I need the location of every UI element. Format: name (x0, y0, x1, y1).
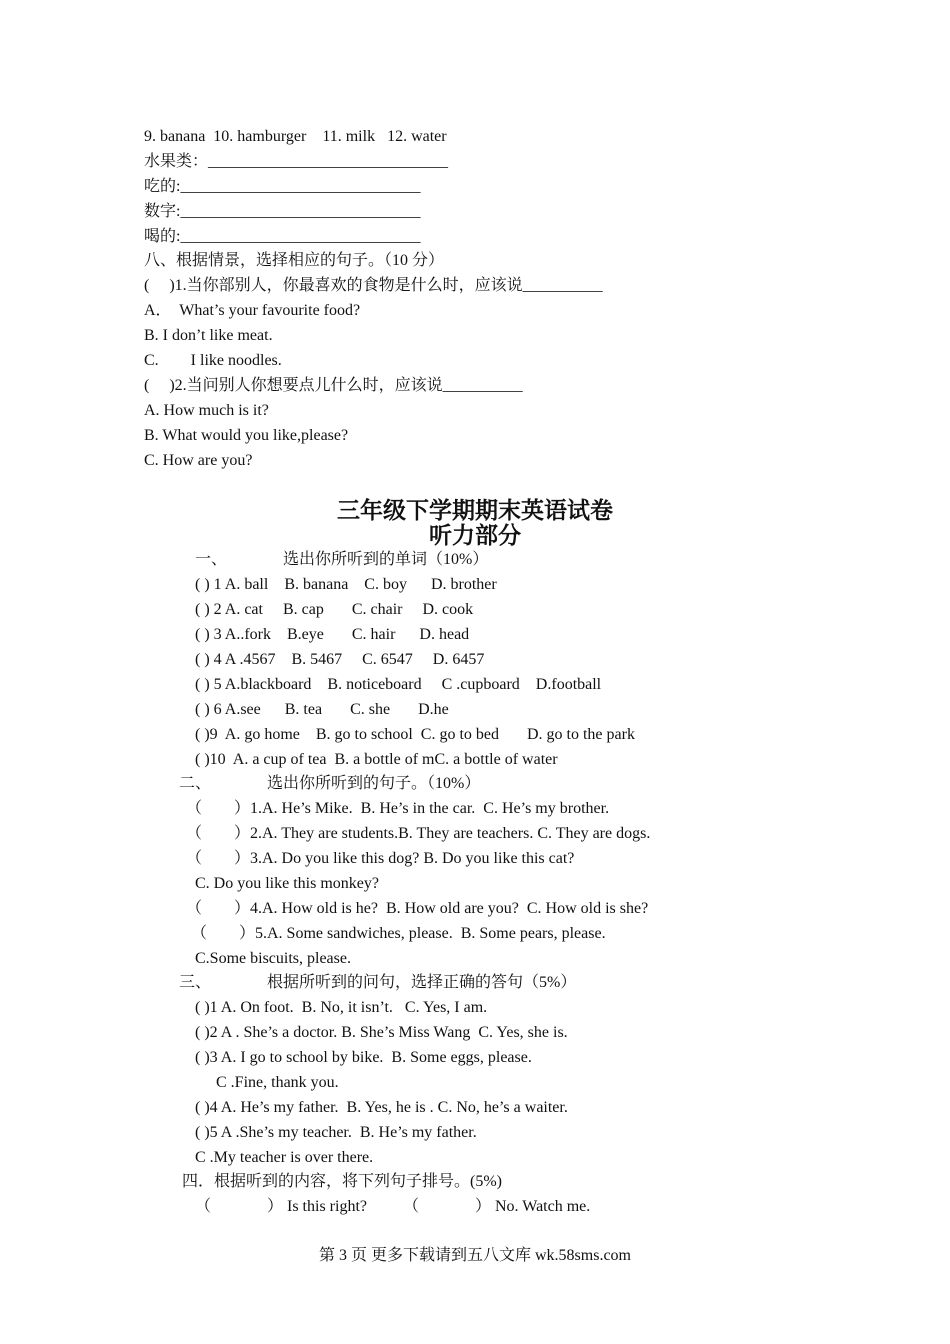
category-number: 数字:______________________________ (144, 203, 421, 220)
part2-item: （ ）2.A. They are students.B. They are teachers. C. They are dogs. (186, 825, 651, 842)
part3-item: C .My teacher is over there. (195, 1149, 374, 1166)
category-fruit: 水果类：______________________________ (144, 153, 449, 170)
category-drink: 喝的:______________________________ (144, 228, 421, 245)
section8-q1-option-a: A． What’s your favourite food? (144, 302, 361, 319)
part2-item: C. Do you like this monkey? (195, 875, 379, 892)
section8-q2-option-a: A. How much is it? (144, 402, 269, 419)
page-footer: 第 3 页 更多下载请到五八文库 wk.58sms.com (318, 1247, 631, 1264)
part1-item: ( ) 5 A.blackboard B. noticeboard C .cupboard D.football (195, 676, 602, 693)
part4-heading: 四．根据听到的内容，将下列句子排号。(5%) (182, 1173, 502, 1190)
part1-item: ( ) 2 A. cat B. cap C. chair D. cook (195, 601, 474, 618)
section8-q1: ( )1.当你部别人，你最喜欢的食物是什么时，应该说__________ (144, 277, 603, 294)
part3-item: ( )2 A . She’s a doctor. B. She’s Miss Wang C. Yes, she is. (195, 1024, 568, 1041)
part3-item: ( )5 A .She’s my teacher. B. He’s my father. (195, 1124, 477, 1141)
part3-item: ( )3 A. I go to school by bike. B. Some eggs, please. (195, 1049, 532, 1066)
part1-item: ( ) 6 A.see B. tea C. she D.he (195, 701, 449, 718)
part2-heading: 二、 选出你所听到的句子。（10%） (179, 775, 481, 792)
part3-item: ( )1 A. On foot. B. No, it isn’t. C. Yes, I am. (195, 999, 488, 1016)
section8-q1-option-b: B. I don’t like meat. (144, 327, 273, 344)
part1-heading: 一、 选出你所听到的单词（10%） (195, 551, 489, 568)
part2-item: （ ）4.A. How old is he? B. How old are you? C. How old is she? (186, 900, 649, 917)
part1-item: ( ) 1 A. ball B. banana C. boy D. brother (195, 576, 497, 593)
category-eat: 吃的:______________________________ (144, 178, 421, 195)
part3-item: ( )4 A. He’s my father. B. Yes, he is . C. No, he’s a waiter. (195, 1099, 568, 1116)
section8-q2: ( )2.当问别人你想要点儿什么时，应该说__________ (144, 377, 523, 394)
part2-item: （ ）3.A. Do you like this dog? B. Do you like this cat? (186, 850, 575, 867)
part3-heading: 三、 根据所听到的问句，选择正确的答句（5%） (179, 974, 577, 991)
part1-item: ( )9 A. go home B. go to school C. go to bed D. go to the park (195, 726, 635, 743)
part2-item: C.Some biscuits, please. (195, 950, 351, 967)
section8-q1-option-c: C. I like noodles. (144, 352, 282, 369)
exam-subtitle: 听力部分 (429, 523, 521, 548)
section8-q2-option-b: B. What would you like,please? (144, 427, 349, 444)
part3-item: C .Fine, thank you. (216, 1074, 339, 1091)
section8-heading: 八、根据情景，选择相应的句子。（10 分） (144, 252, 445, 269)
word-list: 9. banana 10. hamburger 11. milk 12. water (144, 128, 447, 145)
part2-item: （ ）1.A. He’s Mike. B. He’s in the car. C. He’s my brother. (186, 800, 610, 817)
part2-item: （ ）5.A. Some sandwiches, please. B. Some pears, please. (191, 925, 606, 942)
part1-item: ( ) 4 A .4567 B. 5467 C. 6547 D. 6457 (195, 651, 485, 668)
section8-q2-option-c: C. How are you? (144, 452, 253, 469)
exam-title: 三年级下学期期末英语试卷 (337, 498, 613, 523)
part4-line: （ ） Is this right? （ ） No. Watch me. (195, 1198, 591, 1215)
part1-item: ( )10 A. a cup of tea B. a bottle of mC. a bottle of water (195, 751, 558, 768)
part1-item: ( ) 3 A..fork B.eye C. hair D. head (195, 626, 470, 643)
